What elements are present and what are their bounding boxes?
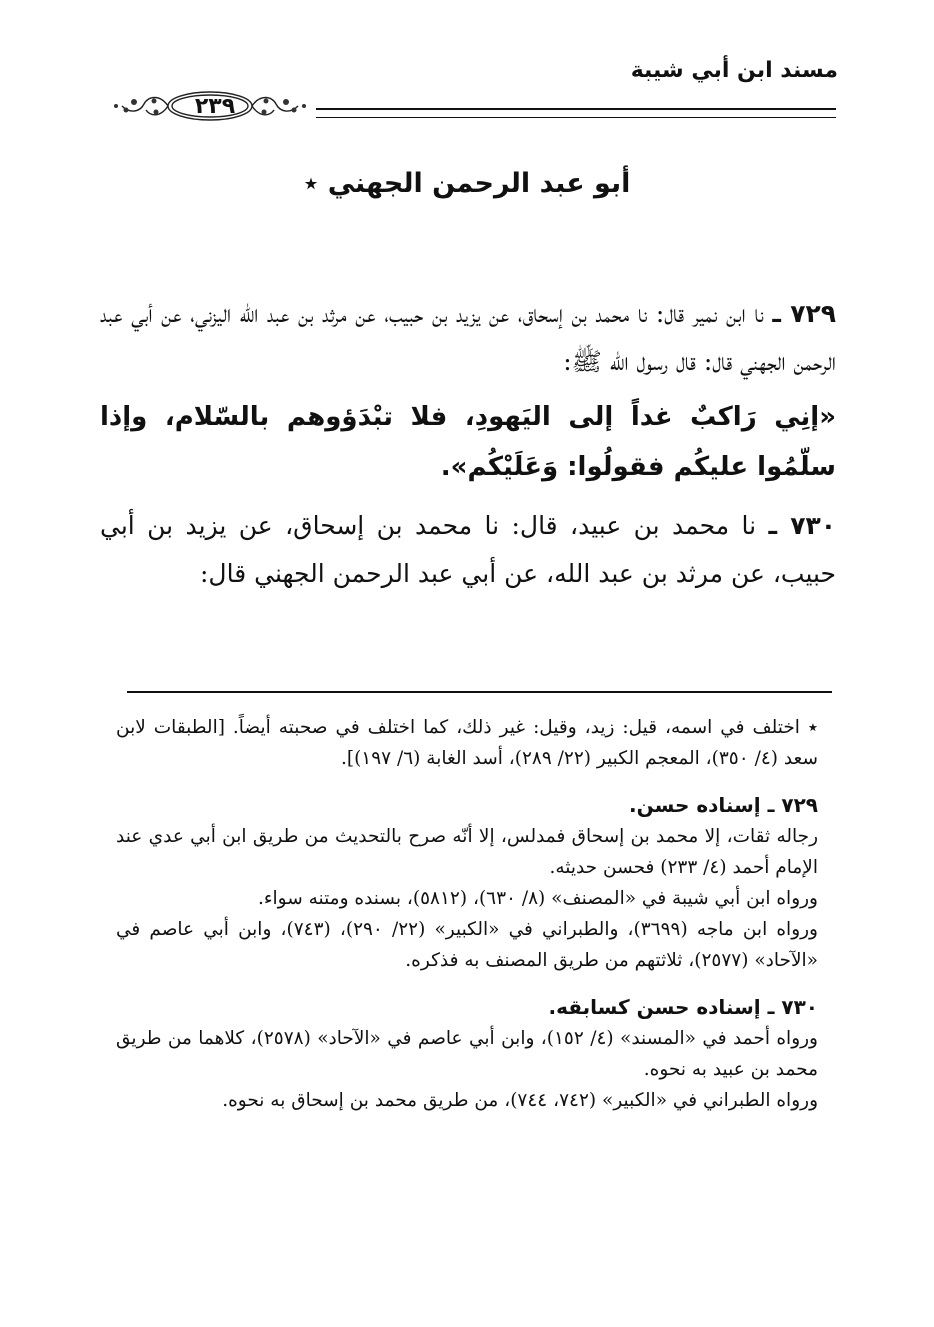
footnote-divider (127, 691, 832, 693)
section-title: أبو عبد الرحمن الجهني ٭ (303, 168, 631, 199)
hadith-729 (100, 290, 836, 386)
footnote-730-heading: ٧٣٠ ـ إسناده حسن كسابقه. (548, 995, 818, 1019)
footnotes (116, 712, 818, 1116)
footnote-729-line: رجاله ثقات، إلا محمد بن إسحاق فمدلس، إلا أنّه صرح بالتحديث من طريق ابن أبي عدي عند الإمام أحمد (٤/ ٢٣٣) فحسن حديثه. (116, 826, 818, 878)
footnote-730-line: ورواه أحمد في «المسند» (٤/ ١٥٢)، وابن أبي عاصم في «الآحاد» (٢٥٧٨)، كلاهما من طريق محمد بن عبيد به نحوه. (116, 1028, 818, 1080)
header-rule (316, 108, 836, 118)
hadith-number: ٧٣٠ ـ (768, 511, 836, 540)
footnote-729-line: ورواه ابن أبي شيبة في «المصنف» (٨/ ٦٣٠)، (٥٨١٢)، بسنده ومتنه سواء. (257, 888, 818, 909)
hadith-730 (100, 502, 836, 598)
footnote-star: ٭ اختلف في اسمه، قيل: زيد، وقيل: غير ذلك، كما اختلف في صحبته أيضاً. [الطبقات لابن سعد (٤/ ٣٥٠)، المعجم الكبير (٢٢/ ٢٨٩)، أسد الغابة (٦/ ١٩٧)]. (116, 717, 818, 769)
hadith-number: ٧٢٩ ـ (772, 299, 837, 328)
footnote-730-line: ورواه الطبراني في «الكبير» (٧٤٢، ٧٤٤)، من طريق محمد بن إسحاق به نحوه. (222, 1090, 818, 1111)
main-text (100, 290, 836, 598)
footnote-729-line: ورواه ابن ماجه (٣٦٩٩)، والطبراني في «الكبير» (٢٢/ ٢٩٠)، (٧٤٣)، وابن أبي عاصم في «الآحاد» (٢٥٧٧)، ثلاثتهم من طريق المصنف به فذكره. (116, 919, 818, 971)
footnote-729-heading: ٧٢٩ ـ إسناده حسن. (629, 793, 818, 817)
hadith-text: نا ابن نمير قال: نا محمد بن إسحاق، عن يزيد بن حبيب، عن مرثد بن عبد الله اليزني، عن أبي عبد الرحمن الجهني قال: قال رسول الله ﷺ: (100, 299, 836, 376)
hadith-text: نا محمد بن عبيد، قال: نا محمد بن إسحاق، عن يزيد بن أبي حبيب، عن مرثد بن عبد الله، عن أبي عبد الرحمن الجهني قال: (100, 511, 836, 588)
hadith-729-quote: «إنِي رَاكبٌ غداً إلى اليَهودِ، فلا تبْدَؤوهم بالسّلام، وإذا سلّمُوا عليكُم فقولُوا: وَعَلَيْكُم». (100, 402, 836, 482)
page-number: ٢٣٩ (194, 93, 236, 119)
book-title: مسند ابن أبي شيبة (630, 58, 838, 83)
